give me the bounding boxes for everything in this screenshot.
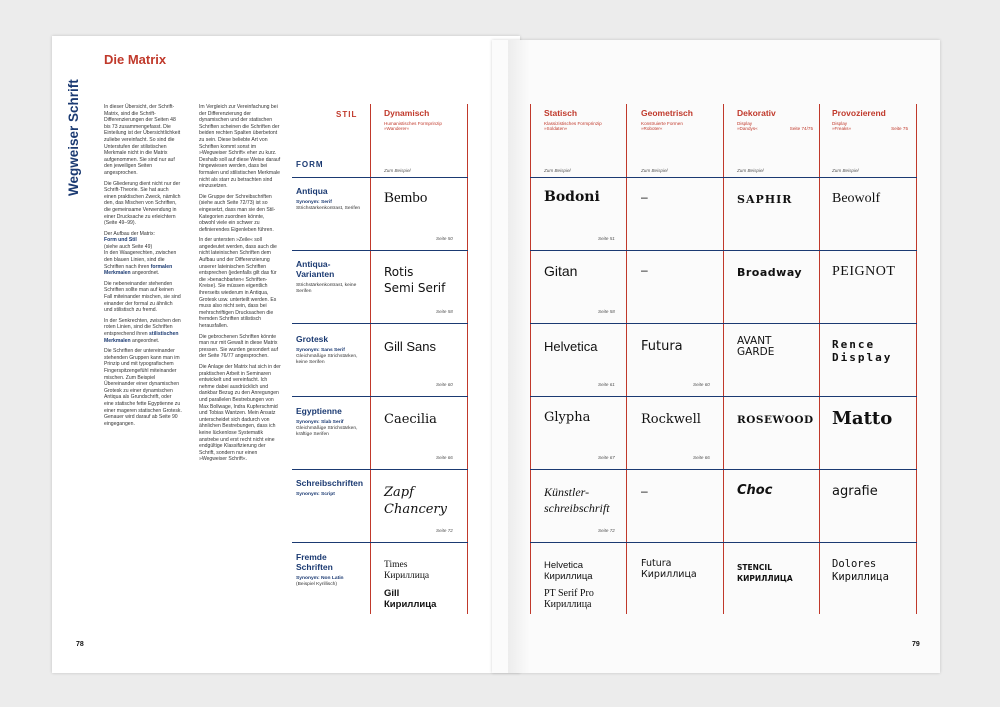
page-ref: Seite 58: [598, 309, 615, 314]
font-sample-caecilia: Caecilia: [384, 412, 437, 427]
page-ref: Seite 61: [598, 382, 615, 387]
column-header-dekorativ: Dekorativ Display »Dandys« Seite 74/75: [737, 108, 813, 132]
font-sample-helvetica-cyrillic: Helvetica Кириллица: [544, 560, 593, 582]
blue-row-line: [530, 323, 917, 324]
font-sample-stencil-cyrillic: STENCIL КИРИЛЛИЦА: [737, 563, 793, 583]
font-sample-saphir: SAPHIR: [737, 193, 793, 206]
font-sample-avant-garde: AVANT GARDE: [737, 335, 775, 358]
font-sample-bodoni: Bodoni: [544, 189, 600, 205]
column-header-dynamisch: Dynamisch Humanistisches Formprinzip »Wanderer«: [384, 108, 442, 132]
red-column-line: [819, 104, 820, 614]
font-sample-gill-cyrillic: Gill Кириллица: [384, 588, 437, 610]
page-ref: Seite 60: [693, 382, 710, 387]
blue-row-line: [292, 396, 468, 397]
font-sample-times-cyrillic: Times Кириллица: [384, 560, 430, 581]
font-sample-kuenstlerschreibschrift: Künstler- schreibschrift: [544, 485, 610, 515]
red-column-line: [916, 104, 917, 614]
red-column-line: [626, 104, 627, 614]
page-title: Die Matrix: [104, 52, 167, 67]
page-ref: Seite 60: [436, 382, 453, 387]
blue-row-line: [530, 469, 917, 470]
blue-row-line: [530, 396, 917, 397]
blue-row-line: [292, 177, 468, 178]
font-sample-choc: Choc: [737, 483, 773, 498]
font-sample-bembo: Bembo: [384, 190, 428, 206]
font-sample-gill-sans: Gill Sans: [384, 339, 437, 354]
page-ref: Seite 72: [436, 528, 453, 533]
blue-row-line: [530, 542, 917, 543]
empty-dash: –: [641, 263, 648, 277]
zum-beispiel-label: Zum Beispiel: [384, 168, 411, 173]
red-column-line: [723, 104, 724, 614]
font-sample-dolores-cyrillic: Dolores Кириллица: [832, 558, 889, 583]
font-sample-agrafie: agrafie: [832, 484, 878, 499]
blue-row-line: [292, 323, 468, 324]
font-sample-glypha: Glypha: [544, 410, 591, 425]
zum-beispiel-label: Zum Beispiel: [641, 168, 668, 173]
font-sample-rosewood: ROSEWOOD: [737, 414, 814, 426]
font-sample-rockwell: Rockwell: [641, 412, 701, 427]
font-sample-futura: Futura: [641, 339, 683, 354]
empty-dash: –: [641, 484, 648, 498]
row-label-grotesk: Grotesk Synonym: Sans Serif Gleichmäßige Strichstärken, keine Serifen: [296, 334, 358, 365]
page-ref: Seite 67: [598, 455, 615, 460]
page-ref: Seite 58: [436, 309, 453, 314]
font-sample-matto: Matto: [832, 408, 893, 429]
stil-axis-label: STIL: [336, 110, 358, 119]
column-header-geometrisch: Geometrisch Konstruierte Formen »Roboter«: [641, 108, 693, 132]
row-label-egyptienne: Egyptienne Synonym: Slab Serif Gleichmäßige Strichstärken, kräftige Serifen: [296, 406, 358, 437]
blue-row-line: [292, 542, 468, 543]
page-ref: Seite 51: [598, 236, 615, 241]
zum-beispiel-label: Zum Beispiel: [544, 168, 571, 173]
zum-beispiel-label: Zum Beispiel: [737, 168, 764, 173]
red-column-line: [370, 104, 371, 614]
font-sample-broadway: Broadway: [737, 266, 803, 279]
font-sample-rotis: Rotis Semi Serif: [384, 265, 446, 295]
blue-row-line: [530, 177, 917, 178]
row-label-schreibschriften: Schreibschriften Synonym: Script: [296, 478, 364, 497]
page-ref: Seite 66: [436, 455, 453, 460]
page-number-left: 78: [76, 641, 84, 648]
form-axis-label: FORM: [296, 160, 324, 169]
zum-beispiel-label: Zum Beispiel: [832, 168, 859, 173]
book-gutter: [508, 40, 530, 673]
body-column-1: In dieser Übersicht, der Schrift-Matrix, sind die Schrift-Differenzierungen der Seiten 48 bis 73 zusammengefasst. Die Einteilung ist der Übersichtlichkeit zuliebe vereinfacht. So sind die Unterstufen der stilistischen Merkmale nicht in die Matrix aufgenommen. Sie sind nur auf den jeweiligen Seiten angesprochen. Die Gliederung dient nicht nur der Schrift-Theorie. Sie hat auch einen praktischen Zweck, nämlich den, das Mischen von Schriften, die gemeinsame Verwendung in einer Drucksache zu erleichtern (Seite 49–99). Der Aufbau der Matrix: Form und Stil (siehe auch Seite 49) In den Waagerechten, zwischen den blauen Linien, sind die Schriften nach ihren formalen Merkmalen angeordnet. Die nebeneinander stehenden Schriften sollte man auf keinen Fall miteinander mischen, sie sind einander der formal zu ähnlich und stilistisch zu fremd. In der Senkrechten, zwischen den roten Linien, sind die Schriften entsprechend ihren stilistischen Merkmalen angeordnet. Die Schriften der untereinander stehenden Gruppen kann man im Prinzip und mit typografischem Fingerspitzengefühl miteinander mischen. Zum Beispiel Übereinander einer dynamischen Grotesk zu einer dynamischen Antiqua als Grundschrift, oder eine statische fette Egyptienne zu einer mageren statischen Grotesk. Genauer wird darauf ab Seite 90 eingegangen.: [104, 104, 182, 427]
font-sample-peignot: PEIGNOT: [832, 264, 896, 279]
page-number-right: 79: [912, 641, 920, 648]
red-column-line: [467, 104, 468, 614]
font-sample-futura-cyrillic: Futura Кириллица: [641, 558, 697, 580]
vertical-title: Wegweiser Schrift: [66, 79, 81, 196]
row-label-antiqua-varianten: Antiqua-Varianten Strichstärkenkontrast, keine Serifen: [296, 259, 357, 294]
blue-row-line: [292, 250, 468, 251]
empty-dash: –: [641, 190, 648, 204]
red-column-line: [530, 104, 531, 614]
page-ref: Seite 66: [693, 455, 710, 460]
font-sample-rence-display: Rence Display: [832, 338, 893, 364]
blue-row-line: [292, 469, 468, 470]
row-label-antiqua: Antiqua Synonym: Serif Strichstärkenkontrast, Serifen: [296, 186, 361, 211]
row-label-fremde-schriften: Fremde Schriften Synonym: Non Latin (Beispiel Kyrillisch): [296, 552, 344, 587]
font-sample-beowolf: Beowolf: [832, 191, 881, 206]
font-sample-helvetica: Helvetica: [544, 339, 598, 354]
blue-row-line: [530, 250, 917, 251]
column-header-statisch: Statisch Klassizistisches Formprinzip »Soldaten«: [544, 108, 602, 132]
column-header-provozierend: Provozierend Display »Freaks« Seite 75: [832, 108, 908, 132]
font-sample-gitan: Gitan: [544, 263, 578, 279]
font-sample-pt-serif-cyrillic: PT Serif Pro Кириллица: [544, 588, 594, 610]
page-ref: Seite 50: [436, 236, 453, 241]
font-sample-zapf-chancery: Zapf Chancery: [384, 485, 447, 517]
page-ref: Seite 72: [598, 528, 615, 533]
body-column-2: Im Vergleich zur Vereinfachung bei der Differenzierung der dynamischen und der statischen Schriften scheinen die Schriften der beiden rechten Spalten überbetont zu sein. Diese beliebte Art von Schriften kommt sonst im »Wegweiser Schrift« eher zu kurz. Deshalb soll auf diese Weise darauf hingewiesen werden, dass bei formalen und stilistischen Merkmale nicht als starr zu betrachten sind einzusetzen. Die Gruppe der Schreibschriften (siehe auch Seite 72/73) ist so eingesetzt, dass man sie den Stil-Kategorien zuordnen könnte, obwohl viele ein schwer zu definierendes Eigenleben führen. In der untersten »Zeile« soll angedeutet werden, dass auch die nicht lateinischen Schriften dem Aufbau und der Differenzierung unserer lateinischen Schriften entsprechen (jedenfalls gilt das für die »benachbarten« Schriften-Kreise). Sie müssen eigentlich ihrerseits wiederum in Antiqua, Grotesk usw. unterteilt werden. Es muss also nicht sein, dass bei mehrschriftigen Drucksachen die fremden Schriften stilistisch herausfallen. Die gebrochenen Schriften könnte man nur mit Gewalt in diese Matrix pressen. Sie wurden gesondert auf der Seite 76/77 angesprochen. Die Anlage der Matrix hat sich in der praktischen Arbeit in Seminaren entwickelt und vereinfacht. Ich nehme dabei ausdrücklich und dankbar Bezug zu den Anregungen und parallelen Bestrebungen von Max Bollwage, Indra Kupferschmid und Tobias Wantzen. Mein Ansatz unterscheidet sich dadurch von ähnlichen Bestrebungen, dass ich keine lückenlose Systematik anstrebe und erst recht nicht eine endgültige Klassifizierung der Schrift, sondern nur einen »Wegweiser Schrift«.: [199, 104, 281, 463]
